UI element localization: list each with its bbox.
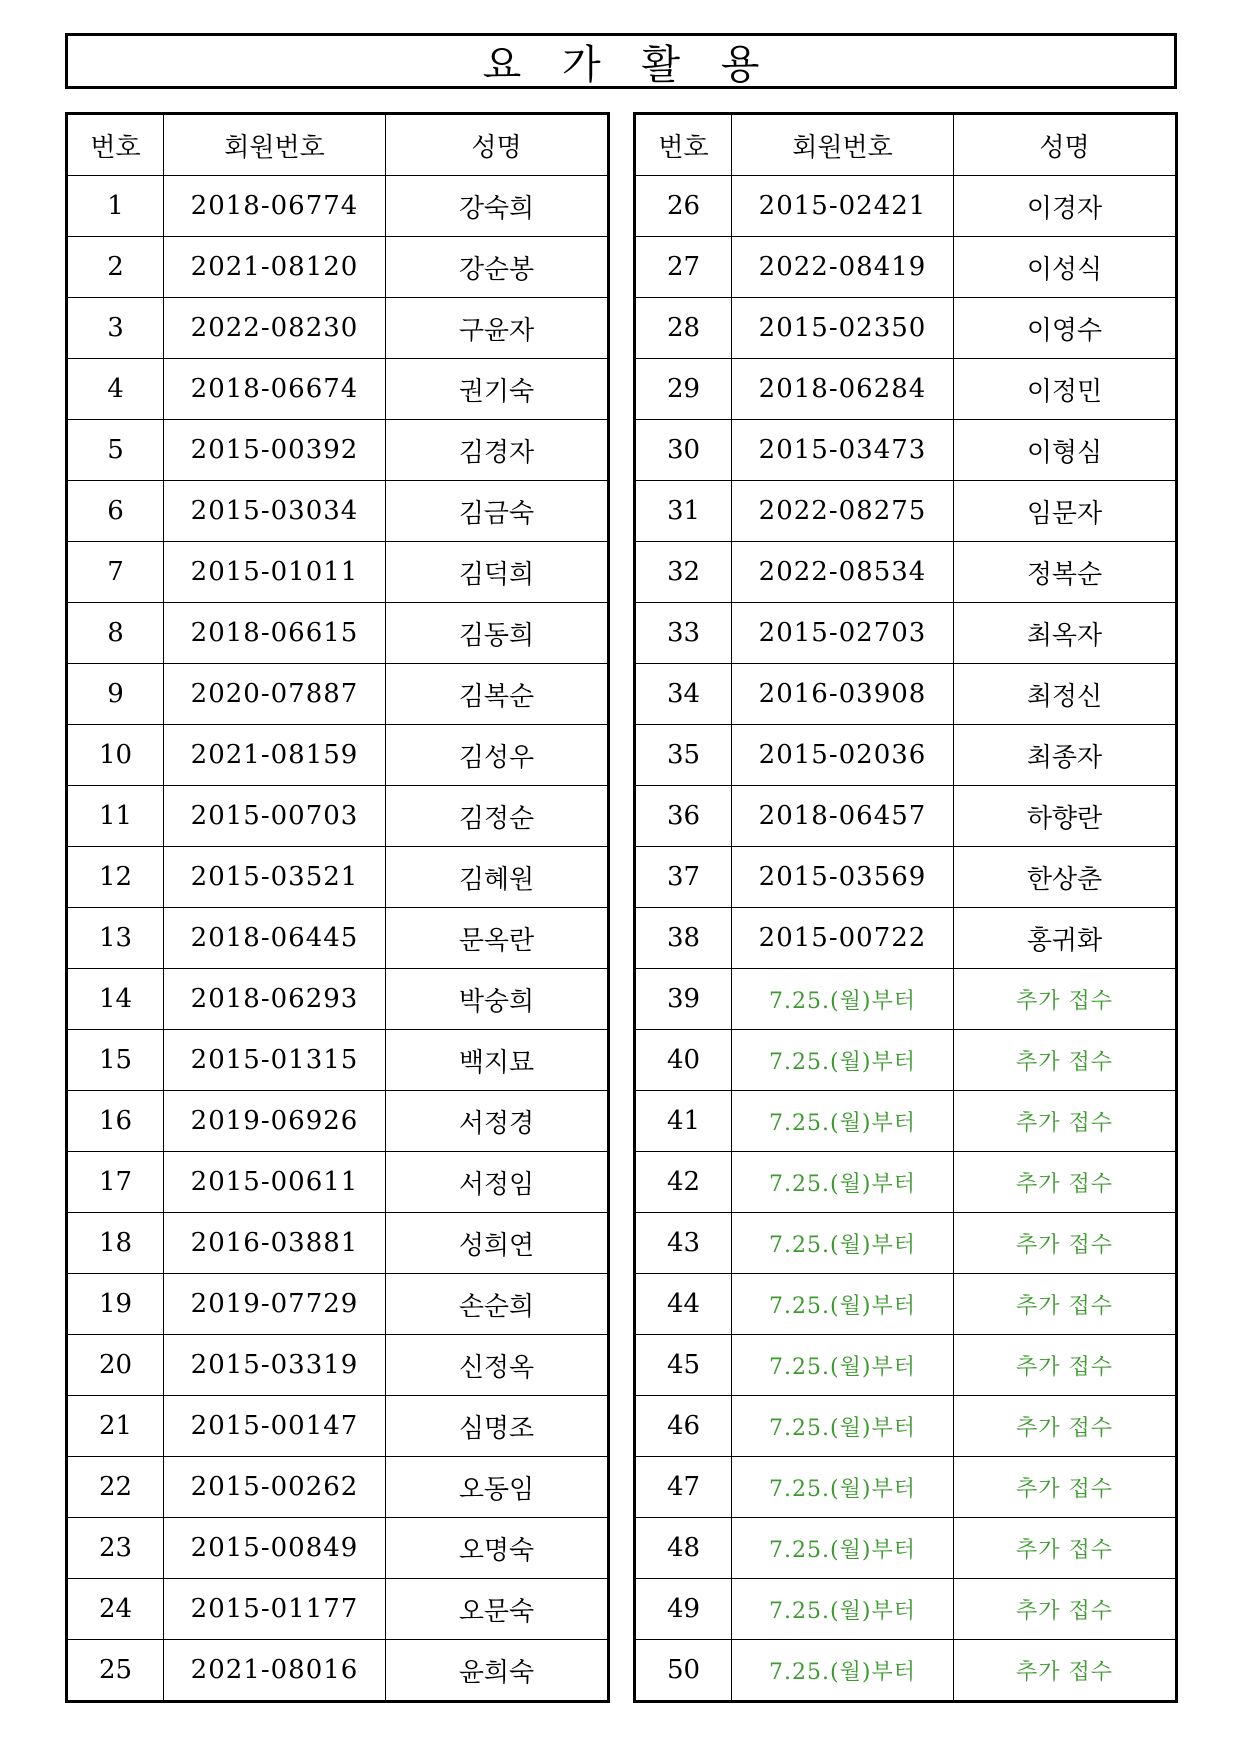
member-id: 2019-07729: [164, 1274, 386, 1335]
member-id: 2022-08275: [732, 481, 954, 542]
row-number: 50: [635, 1640, 732, 1702]
table-row: [635, 725, 1177, 786]
row-number: 40: [635, 1030, 732, 1091]
row-number: 12: [67, 847, 164, 908]
member-id: 2015-03319: [164, 1335, 386, 1396]
header-name: 성명: [954, 114, 1177, 176]
row-number: 35: [635, 725, 732, 786]
table-row: [67, 847, 609, 908]
row-number: 31: [635, 481, 732, 542]
member-name: 이형심: [954, 420, 1177, 481]
member-id: 7.25.(월)부터: [732, 1579, 954, 1640]
table-row: [67, 420, 609, 481]
member-name: 서정임: [386, 1152, 609, 1213]
member-id: 2022-08419: [732, 237, 954, 298]
row-number: 28: [635, 298, 732, 359]
member-name: 추가 접수: [954, 969, 1177, 1030]
member-id: 2015-03569: [732, 847, 954, 908]
row-number: 38: [635, 908, 732, 969]
roster-table-right: [633, 112, 1178, 1703]
table-row: [635, 1640, 1177, 1702]
row-number: 1: [67, 176, 164, 237]
table-row: [67, 725, 609, 786]
table-row: [635, 1518, 1177, 1579]
member-name: 한상춘: [954, 847, 1177, 908]
member-id: 2015-02036: [732, 725, 954, 786]
member-name: 심명조: [386, 1396, 609, 1457]
row-number: 9: [67, 664, 164, 725]
row-number: 33: [635, 603, 732, 664]
table-row: [635, 176, 1177, 237]
member-name: 신정옥: [386, 1335, 609, 1396]
header-row: [67, 114, 609, 176]
member-id: 2015-01011: [164, 542, 386, 603]
row-number: 10: [67, 725, 164, 786]
table-row: [67, 969, 609, 1030]
row-number: 45: [635, 1335, 732, 1396]
header-name: 성명: [386, 114, 609, 176]
table-row: [67, 786, 609, 847]
member-name: 박숭희: [386, 969, 609, 1030]
member-id: 7.25.(월)부터: [732, 1457, 954, 1518]
member-id: 2015-00849: [164, 1518, 386, 1579]
member-id: 2015-00722: [732, 908, 954, 969]
table-row: [67, 1335, 609, 1396]
table-row: [67, 542, 609, 603]
member-name: 하향란: [954, 786, 1177, 847]
table-row: [635, 237, 1177, 298]
row-number: 11: [67, 786, 164, 847]
table-row: [635, 603, 1177, 664]
header-row: [635, 114, 1177, 176]
member-id: 2016-03881: [164, 1213, 386, 1274]
row-number: 34: [635, 664, 732, 725]
row-number: 36: [635, 786, 732, 847]
row-number: 25: [67, 1640, 164, 1702]
member-id: 2015-01177: [164, 1579, 386, 1640]
row-number: 7: [67, 542, 164, 603]
table-row: [67, 1030, 609, 1091]
table-row: [67, 176, 609, 237]
member-name: 오문숙: [386, 1579, 609, 1640]
table-row: [67, 1274, 609, 1335]
row-number: 2: [67, 237, 164, 298]
table-row: [635, 1396, 1177, 1457]
table-row: [67, 1152, 609, 1213]
member-id: 7.25.(월)부터: [732, 1518, 954, 1579]
table-row: [67, 359, 609, 420]
member-name: 서정경: [386, 1091, 609, 1152]
table-row: [67, 1457, 609, 1518]
member-name: 추가 접수: [954, 1152, 1177, 1213]
table-row: [635, 420, 1177, 481]
row-number: 15: [67, 1030, 164, 1091]
member-name: 정복순: [954, 542, 1177, 603]
table-row: [67, 1396, 609, 1457]
header-member-id: 회원번호: [732, 114, 954, 176]
member-name: 이경자: [954, 176, 1177, 237]
member-id: 2018-06284: [732, 359, 954, 420]
member-id: 2022-08230: [164, 298, 386, 359]
row-number: 49: [635, 1579, 732, 1640]
member-name: 최정신: [954, 664, 1177, 725]
row-number: 3: [67, 298, 164, 359]
row-number: 48: [635, 1518, 732, 1579]
row-number: 5: [67, 420, 164, 481]
member-name: 홍귀화: [954, 908, 1177, 969]
member-id: 7.25.(월)부터: [732, 1335, 954, 1396]
roster-table-left: [65, 112, 610, 1703]
member-id: 2022-08534: [732, 542, 954, 603]
row-number: 19: [67, 1274, 164, 1335]
member-name: 추가 접수: [954, 1335, 1177, 1396]
member-name: 최옥자: [954, 603, 1177, 664]
table-row: [635, 1091, 1177, 1152]
member-name: 추가 접수: [954, 1213, 1177, 1274]
table-row: [635, 481, 1177, 542]
member-id: 2018-06774: [164, 176, 386, 237]
member-name: 추가 접수: [954, 1030, 1177, 1091]
member-name: 추가 접수: [954, 1518, 1177, 1579]
member-name: 김혜원: [386, 847, 609, 908]
table-row: [635, 359, 1177, 420]
member-id: 2021-08159: [164, 725, 386, 786]
member-id: 2018-06674: [164, 359, 386, 420]
table-row: [635, 298, 1177, 359]
table-row: [635, 1579, 1177, 1640]
member-name: 윤희숙: [386, 1640, 609, 1702]
member-id: 7.25.(월)부터: [732, 1396, 954, 1457]
member-id: 7.25.(월)부터: [732, 1640, 954, 1702]
member-id: 2019-06926: [164, 1091, 386, 1152]
member-name: 이정민: [954, 359, 1177, 420]
member-id: 2015-00611: [164, 1152, 386, 1213]
table-row: [67, 1640, 609, 1702]
member-id: 7.25.(월)부터: [732, 1091, 954, 1152]
member-id: 2015-00147: [164, 1396, 386, 1457]
table-row: [635, 1030, 1177, 1091]
table-row: [635, 969, 1177, 1030]
member-id: 2015-03034: [164, 481, 386, 542]
table-row: [67, 298, 609, 359]
member-name: 추가 접수: [954, 1396, 1177, 1457]
member-id: 2015-03521: [164, 847, 386, 908]
member-name: 김복순: [386, 664, 609, 725]
member-id: 2016-03908: [732, 664, 954, 725]
row-number: 39: [635, 969, 732, 1030]
member-id: 2015-03473: [732, 420, 954, 481]
table-row: [635, 786, 1177, 847]
member-name: 이영수: [954, 298, 1177, 359]
member-name: 김동희: [386, 603, 609, 664]
row-number: 22: [67, 1457, 164, 1518]
row-number: 18: [67, 1213, 164, 1274]
table-row: [67, 603, 609, 664]
table-row: [67, 1091, 609, 1152]
member-name: 추가 접수: [954, 1457, 1177, 1518]
table-row: [67, 664, 609, 725]
row-number: 8: [67, 603, 164, 664]
page-title: 요 가 활 용: [482, 41, 774, 88]
member-name: 김경자: [386, 420, 609, 481]
member-id: 2018-06457: [732, 786, 954, 847]
member-name: 백지묘: [386, 1030, 609, 1091]
header-member-id: 회원번호: [164, 114, 386, 176]
member-name: 임문자: [954, 481, 1177, 542]
row-number: 6: [67, 481, 164, 542]
row-number: 41: [635, 1091, 732, 1152]
member-id: 2018-06445: [164, 908, 386, 969]
table-row: [635, 542, 1177, 603]
member-name: 이성식: [954, 237, 1177, 298]
table-row: [635, 1457, 1177, 1518]
row-number: 26: [635, 176, 732, 237]
page-title-box: [65, 33, 1177, 89]
table-row: [635, 1152, 1177, 1213]
member-name: 최종자: [954, 725, 1177, 786]
row-number: 42: [635, 1152, 732, 1213]
member-name: 성희연: [386, 1213, 609, 1274]
member-id: 2015-02350: [732, 298, 954, 359]
member-name: 김금숙: [386, 481, 609, 542]
member-name: 김성우: [386, 725, 609, 786]
row-number: 30: [635, 420, 732, 481]
row-number: 43: [635, 1213, 732, 1274]
member-name: 추가 접수: [954, 1274, 1177, 1335]
row-number: 24: [67, 1579, 164, 1640]
member-name: 손순희: [386, 1274, 609, 1335]
table-row: [67, 908, 609, 969]
row-number: 20: [67, 1335, 164, 1396]
row-number: 23: [67, 1518, 164, 1579]
member-id: 2015-01315: [164, 1030, 386, 1091]
member-name: 권기숙: [386, 359, 609, 420]
member-id: 7.25.(월)부터: [732, 969, 954, 1030]
table-row: [635, 1274, 1177, 1335]
member-name: 강숙희: [386, 176, 609, 237]
row-number: 21: [67, 1396, 164, 1457]
member-name: 김덕희: [386, 542, 609, 603]
member-id: 2018-06615: [164, 603, 386, 664]
member-name: 오동임: [386, 1457, 609, 1518]
table-row: [67, 1579, 609, 1640]
table-row: [635, 908, 1177, 969]
table-row: [67, 237, 609, 298]
member-id: 7.25.(월)부터: [732, 1274, 954, 1335]
member-id: 2015-02421: [732, 176, 954, 237]
row-number: 47: [635, 1457, 732, 1518]
header-num: 번호: [635, 114, 732, 176]
row-number: 44: [635, 1274, 732, 1335]
table-row: [67, 1518, 609, 1579]
member-id: 2015-00392: [164, 420, 386, 481]
table-row: [635, 1335, 1177, 1396]
row-number: 37: [635, 847, 732, 908]
member-id: 7.25.(월)부터: [732, 1152, 954, 1213]
member-name: 추가 접수: [954, 1579, 1177, 1640]
row-number: 13: [67, 908, 164, 969]
header-num: 번호: [67, 114, 164, 176]
member-name: 오명숙: [386, 1518, 609, 1579]
member-name: 김정순: [386, 786, 609, 847]
table-row: [635, 847, 1177, 908]
member-id: 2015-00703: [164, 786, 386, 847]
member-name: 추가 접수: [954, 1091, 1177, 1152]
member-id: 7.25.(월)부터: [732, 1213, 954, 1274]
row-number: 17: [67, 1152, 164, 1213]
row-number: 46: [635, 1396, 732, 1457]
member-id: 2015-02703: [732, 603, 954, 664]
member-id: 7.25.(월)부터: [732, 1030, 954, 1091]
row-number: 16: [67, 1091, 164, 1152]
table-row: [635, 664, 1177, 725]
row-number: 29: [635, 359, 732, 420]
member-name: 문옥란: [386, 908, 609, 969]
member-name: 구윤자: [386, 298, 609, 359]
row-number: 32: [635, 542, 732, 603]
table-row: [67, 481, 609, 542]
member-id: 2020-07887: [164, 664, 386, 725]
row-number: 4: [67, 359, 164, 420]
table-row: [635, 1213, 1177, 1274]
member-id: 2021-08016: [164, 1640, 386, 1702]
row-number: 27: [635, 237, 732, 298]
member-id: 2018-06293: [164, 969, 386, 1030]
row-number: 14: [67, 969, 164, 1030]
member-id: 2021-08120: [164, 237, 386, 298]
member-name: 강순봉: [386, 237, 609, 298]
member-name: 추가 접수: [954, 1640, 1177, 1702]
table-row: [67, 1213, 609, 1274]
member-id: 2015-00262: [164, 1457, 386, 1518]
